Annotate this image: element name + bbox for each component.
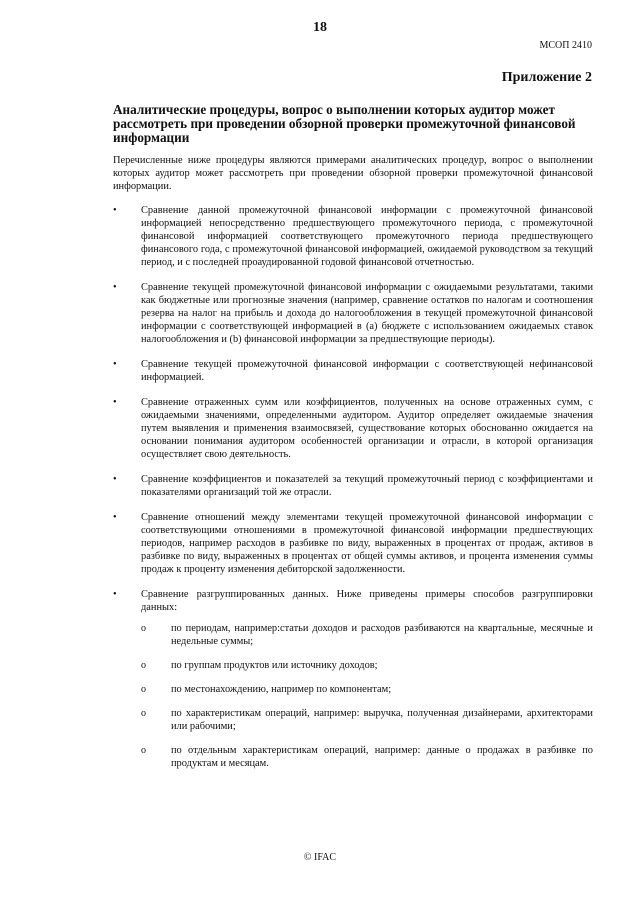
sublist-item-text: по местонахождению, например по компонентам; [171,684,392,695]
bullet-icon: • [113,589,117,600]
list-item [113,281,593,346]
document-code: МСОП 2410 [539,40,592,51]
circle-bullet-icon: o [141,684,146,695]
sublist-item [141,683,593,696]
circle-bullet-icon: o [141,745,146,756]
sublist-item [141,659,593,672]
copyright-footer: © IFAC [303,852,337,863]
section-title: Аналитические процедуры, вопрос о выполнении которых аудитор может рассмотреть при проведении обзорной проверки промежуточной финансовой информации [113,102,576,145]
circle-bullet-icon: o [141,623,146,634]
bullet-icon: • [113,359,117,370]
list-item-text: Сравнение данной промежуточной финансовой информации с промежуточной финансовой информацией непосредственно предшествующего промежуточного периода, с промежуточной финансовой информацией соответствующего промежуточного периода предшествующего финансового года, с промежуточной финансовой информацией, ожидаемой руководством за текущий период, и с последней проаудированной годовой финансовой отчетностью. [141,205,593,268]
bullet-icon: • [113,397,117,408]
list-item-text: Сравнение отношений между элементами текущей промежуточной финансовой информации с соответствующими отношениями в промежуточной финансовой информации предшествующих периодов, например расходов в разбивке по виду, выраженных в процентах от продаж, активов в разбивке по виду, выраженных в процентах от общей суммы активов, и процента изменения суммы продаж к проценту изменения дебиторской задолженности. [141,512,593,575]
intro-paragraph: Перечисленные ниже процедуры являются примерами аналитических процедур, вопрос о выполнении которых аудитор может рассмотреть при проведении обзорной проверки промежуточной финансовой информации. [113,155,593,192]
list-item-text: Сравнение текущей промежуточной финансовой информации с соответствующей нефинансовой информацией. [141,359,593,383]
sublist-item-text: по периодам, например:статьи доходов и расходов разбиваются на квартальные, месячные и недельные суммы; [171,623,593,647]
page-number: 18 [313,20,327,35]
list-item-text: Сравнение отраженных сумм или коэффициентов, полученных на основе отраженных сумм, с ожидаемыми значениями, определенными аудитором. Аудитор определяет ожидаемые значения путем выявления и применения взаимосвязей, существование которых обоснованно ожидается на основании понимания аудитором особенностей организации и отрасли, в которой организация осуществляет свою деятельность. [141,397,593,460]
bullet-icon: • [113,282,117,293]
sublist-item-text: по группам продуктов или источнику доходов; [171,660,378,671]
disaggregation-sublist [141,622,593,770]
sublist-item [141,744,593,770]
list-item [113,511,593,576]
sublist-item-text: по характеристикам операций, например: выручка, полученная дизайнерами, архитекторами или рабочими; [171,708,593,732]
bullet-icon: • [113,474,117,485]
bullet-icon: • [113,205,117,216]
list-item-text: Сравнение коэффициентов и показателей за текущий промежуточный период с коэффициентами и показателями организаций той же отрасли. [141,474,593,498]
list-item [113,396,593,461]
sublist-item [141,707,593,733]
list-item [113,358,593,384]
sublist-item [141,622,593,648]
list-item-text: Сравнение текущей промежуточной финансовой информации с ожидаемыми результатами, такими как бюджетные или прогнозные значения (например, сравнение остатков по налогам и соотношения резерва на налог на прибыль и дохода до налогообложения в текущей промежуточной финансовой информации с соответствующей информацией в (a) бюджете с использованием ожидаемых ставок налогообложения и (b) финансовой информации за предшествующие периоды). [141,282,593,345]
circle-bullet-icon: o [141,660,146,671]
document-body [113,103,593,782]
bullet-icon: • [113,512,117,523]
list-item-text: Сравнение разгруппированных данных. Ниже приведены примеры способов разгруппировки данных: [141,589,593,613]
sublist-item-text: по отдельным характеристикам операций, например: данные о продажах в разбивке по продуктам и месяцам. [171,745,593,769]
procedure-list [113,204,593,770]
circle-bullet-icon: o [141,708,146,719]
list-item [113,204,593,269]
list-item [113,473,593,499]
appendix-heading: Приложение 2 [501,70,592,85]
list-item [113,588,593,770]
